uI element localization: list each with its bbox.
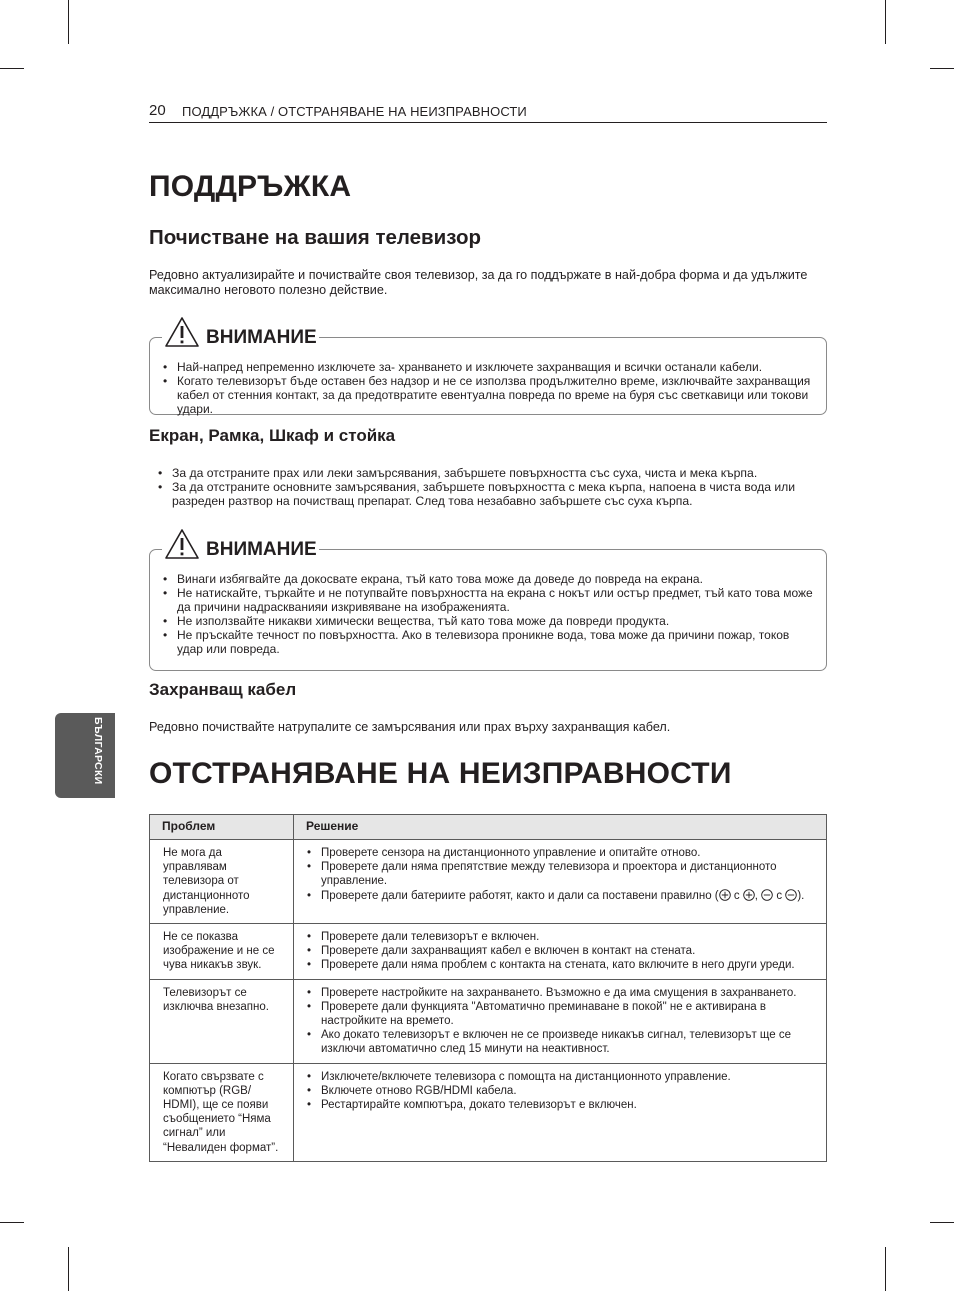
battery-end: ). [797, 889, 805, 902]
plus-terminal-icon [719, 889, 731, 901]
troubleshooting-title: ОТСТРАНЯВАНЕ НА НЕИЗПРАВНОСТИ [149, 757, 732, 790]
solution-item: • Рестартирайте компютъра, докато телевизорът е включен. [307, 1098, 816, 1112]
page-header [149, 100, 827, 123]
solution-item: • Проверете дали захранващият кабел е включен в контакт на стената. [307, 944, 816, 958]
problem-cell: Телевизорът се изключва внезапно. [150, 979, 294, 1063]
warning-triangle-icon [164, 316, 200, 348]
battery-text: Проверете дали батериите работят, както и дали са поставени правилно ( [321, 889, 719, 902]
problem-cell: Не се показва изображение и не се чува никакъв звук. [150, 924, 294, 980]
solution-item: • Проверете сензора на дистанционното управление и опитайте отново. [307, 846, 816, 860]
caution-item: • Винаги избягвайте да докосвате екрана, тъй като това може да доведе до повреда на екрана. [163, 572, 813, 586]
language-tab-label: БЪЛГАРСКИ [92, 717, 104, 785]
crop-mark [68, 0, 69, 44]
caution-label: ВНИМАНИЕ [206, 327, 317, 348]
column-header-problem: Проблем [150, 815, 294, 840]
cleaning-heading: Почистване на вашия телевизор [149, 226, 481, 249]
maintenance-title: ПОДДРЪЖКА [149, 170, 352, 203]
caution-label: ВНИМАНИЕ [206, 539, 317, 560]
list-item: • За да отстраните основните замърсявания, забършете повърхността с мека кърпа, напоена в чиста вода или разреден разтвор на почистващ препарат. След това незабавно забършете със суха кърпа. [158, 480, 830, 508]
solution-item: • Изключете/включете телевизора с помощта на дистанционното управление. [307, 1070, 816, 1084]
screen-cleaning-list [158, 466, 830, 508]
caution-list [163, 572, 813, 656]
solution-item [307, 889, 816, 903]
caution-header [162, 524, 319, 560]
solution-cell [294, 1063, 827, 1161]
crop-mark [68, 1247, 69, 1291]
solution-item: • Ако докато телевизорът е включен не се произведе никакъв сигнал, телевизорът ще се изключи автоматично след 15 минути на неактивност. [307, 1028, 816, 1056]
battery-connector: с [730, 889, 743, 902]
troubleshooting-table [149, 814, 827, 1162]
crop-mark [885, 1247, 886, 1291]
caution-item: • Не използвайте никакви химически вещества, тъй като това може да повреди продукта. [163, 614, 813, 628]
warning-triangle-icon [164, 528, 200, 560]
solution-item: • Проверете дали няма препятствие между телевизора и проектора и дистанционното управление. [307, 860, 816, 888]
caution-item: • Не натискайте, търкайте и не потупвайте повърхността на екрана с нокът или остър предмет, тъй като това може да причини надраскванияи изкривяване на изображенията. [163, 586, 813, 614]
minus-terminal-icon [785, 889, 797, 901]
column-header-solution: Решение [294, 815, 827, 840]
running-title: ПОДДРЪЖКА / ОТСТРАНЯВАНЕ НА НЕИЗПРАВНОСТИ [182, 104, 527, 119]
caution-item: • Най-напред непременно изключете за- хранването и изключете захранващия и всички останали кабели. [163, 360, 813, 374]
language-tab [55, 713, 115, 798]
caution-list [163, 360, 813, 416]
screen-heading: Екран, Рамка, Шкаф и стойка [149, 426, 396, 445]
minus-terminal-icon [761, 889, 773, 901]
solution-item: • Проверете настройките на захранването. Възможно е да има смущения в захранването. [307, 986, 816, 1000]
table-row [150, 979, 827, 1063]
crop-mark [930, 68, 954, 69]
solution-cell [294, 979, 827, 1063]
solution-item: • Проверете дали няма проблем с контакта на стената, като включите в него други уреди. [307, 958, 816, 972]
page-number: 20 [149, 102, 166, 119]
table-row [150, 924, 827, 980]
power-cable-heading: Захранващ кабел [149, 680, 297, 699]
power-cable-text: Редовно почиствайте натрупалите се замърсявания или прах върху захранващия кабел. [149, 720, 671, 734]
table-row [150, 840, 827, 924]
crop-mark [0, 1222, 24, 1223]
table-header-row [150, 815, 827, 840]
battery-separator: , [754, 889, 762, 902]
solution-cell [294, 840, 827, 924]
list-item: • За да отстраните прах или леки замърсявания, забършете повърхността със суха, чиста и мека кърпа. [158, 466, 830, 480]
caution-item: • Не пръскайте течност по повърхността. Ако в телевизора проникне вода, това може да причини пожар, токов удар или повреда. [163, 628, 813, 656]
caution-item: • Когато телевизорът бъде оставен без надзор и не се използва продължително време, изключвайте захранващия кабел от стенния контакт, за да предотвратите евентуална повреда по време на буря със светкавици или токови удари. [163, 374, 813, 416]
problem-cell: Когато свързвате с компютър (RGB/ HDMI), ще се появи съобщението “Няма сигнал” или “Невалиден формат”. [150, 1063, 294, 1161]
crop-mark [885, 0, 886, 44]
caution-box [149, 539, 827, 671]
table-row [150, 1063, 827, 1161]
solution-item: • Включете отново RGB/HDMI кабела. [307, 1084, 816, 1098]
cleaning-intro: Редовно актуализирайте и почиствайте своя телевизор, за да го поддържате в най-добра форма и да удължите максимално неговото полезно действие. [149, 268, 808, 297]
crop-mark [0, 68, 24, 69]
caution-header [162, 312, 319, 348]
battery-connector: с [773, 889, 786, 902]
caution-box [149, 327, 827, 416]
solution-item: • Проверете дали функцията "Автоматично преминаване в покой" не е активирана в настройките на времето. [307, 1000, 816, 1028]
solution-item: • Проверете дали телевизорът е включен. [307, 930, 816, 944]
crop-mark [930, 1222, 954, 1223]
problem-cell: Не мога да управлявам телевизора от дистанционното управление. [150, 840, 294, 924]
solution-cell [294, 924, 827, 980]
plus-terminal-icon [743, 889, 755, 901]
